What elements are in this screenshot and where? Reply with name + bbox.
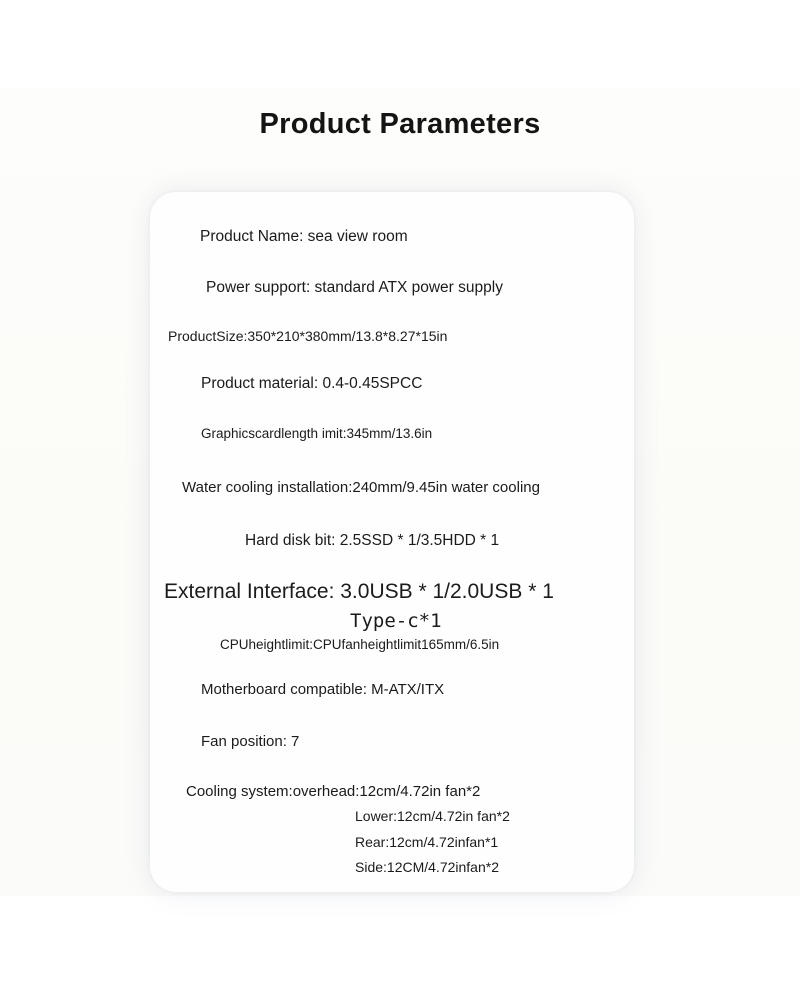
spec-cooling-lower: Lower:12cm/4.72in fan*2 [355,808,510,824]
spec-cooling-side: Side:12CM/4.72infan*2 [355,859,499,875]
spec-power-support: Power support: standard ATX power supply [206,279,503,296]
spec-type-c: Type-c*1 [350,610,442,632]
spec-graphics-card-length: Graphicscardlength imit:345mm/13.6in [201,426,433,441]
page-title: Product Parameters [259,108,541,140]
spec-external-interface: External Interface: 3.0USB * 1/2.0USB * 1 [164,580,554,603]
spec-water-cooling: Water cooling installation:240mm/9.45in water cooling [182,479,540,496]
spec-product-size: ProductSize:350*210*380mm/13.8*8.27*15in [168,328,448,344]
spec-card-content [150,192,634,892]
spec-fan-position: Fan position: 7 [201,733,300,750]
spec-motherboard-compatible: Motherboard compatible: M-ATX/ITX [201,681,445,698]
spec-hard-disk-bit: Hard disk bit: 2.5SSD * 1/3.5HDD * 1 [245,532,500,549]
spec-product-name: Product Name: sea view room [200,228,408,245]
spec-cooling-rear: Rear:12cm/4.72infan*1 [355,834,499,850]
spec-cooling-overhead: Cooling system:overhead:12cm/4.72in fan*2 [186,783,481,800]
spec-product-material: Product material: 0.4-0.45SPCC [201,375,423,392]
spec-cpu-height-limit: CPUheightlimit:CPUfanheightlimit165mm/6.5in [220,637,500,652]
